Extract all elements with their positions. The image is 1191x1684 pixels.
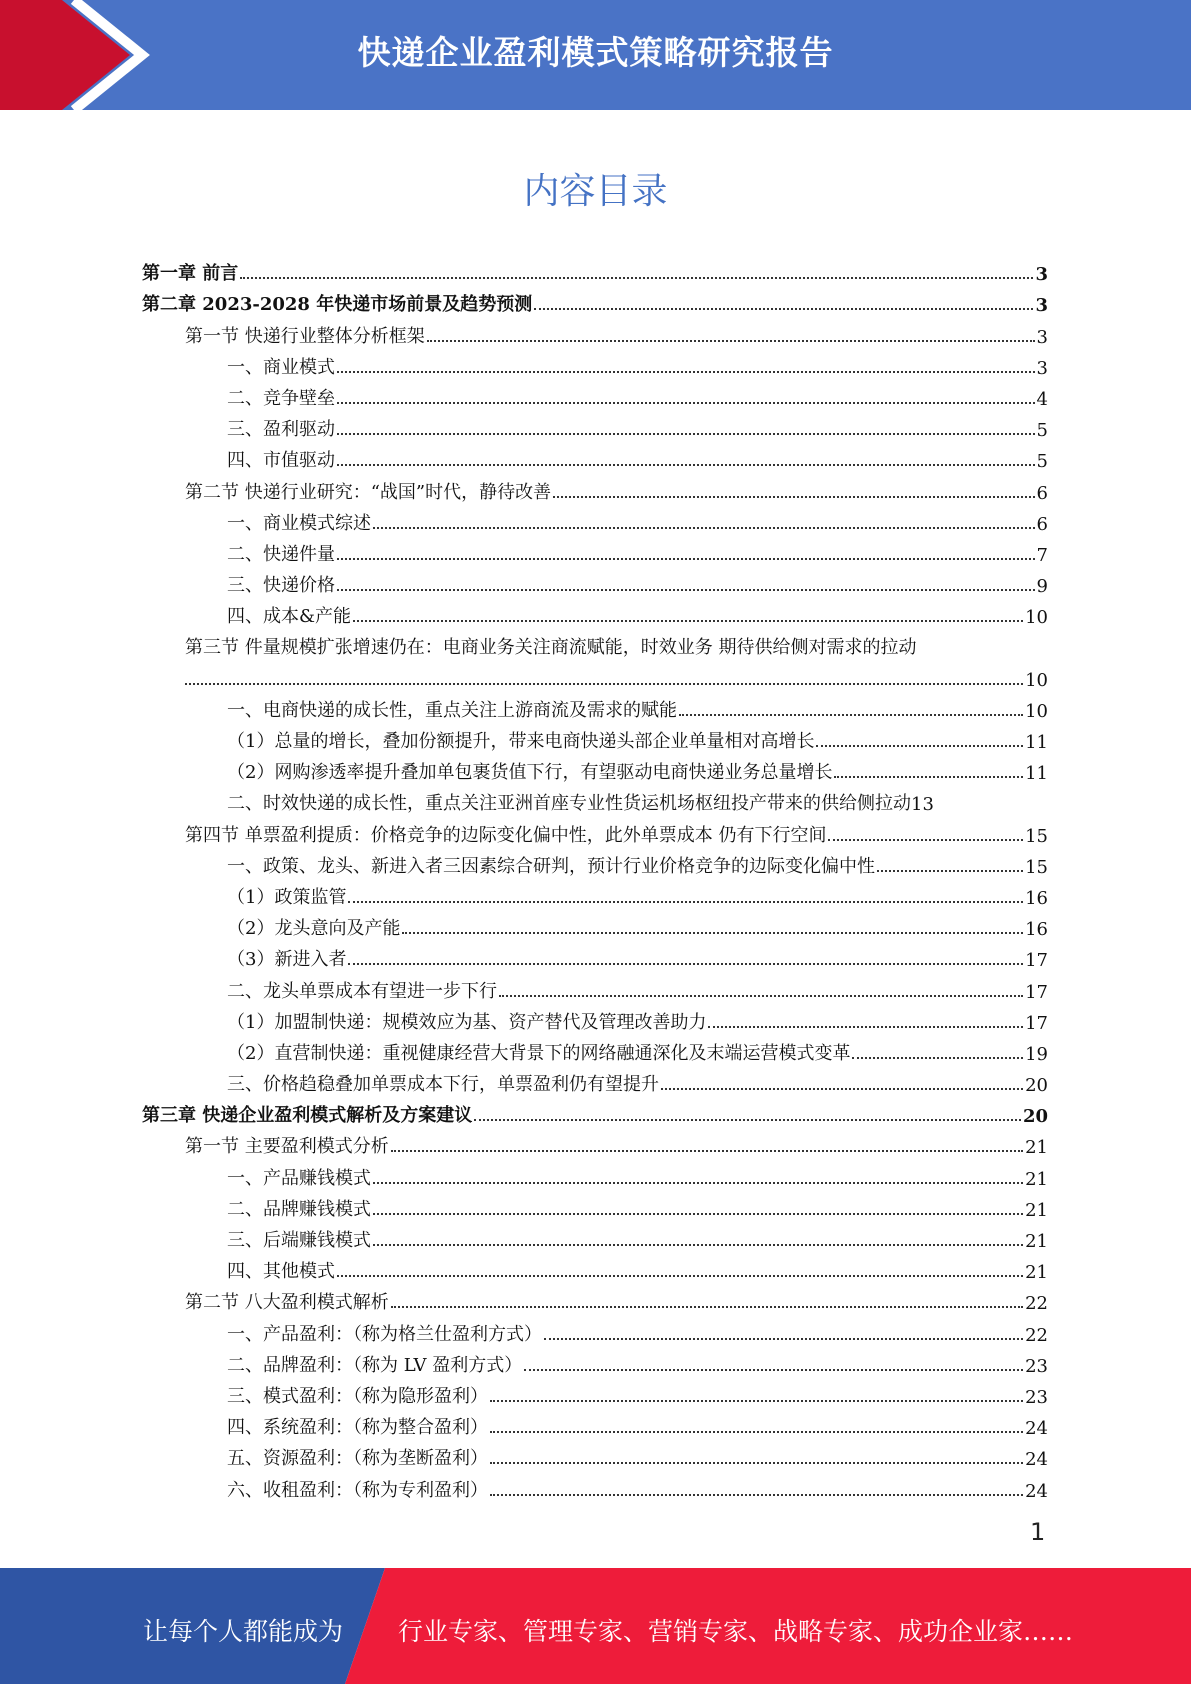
toc-entry-title: （1）政策监管 (227, 886, 347, 908)
toc-entry[interactable] (142, 971, 1048, 1002)
toc-entry-title: （1）总量的增长，叠加份额提升，带来电商快递头部企业单量相对高增长 (227, 731, 815, 752)
toc-entry[interactable] (142, 535, 1048, 566)
toc-entry-page: 3 (1036, 357, 1048, 379)
toc-entry[interactable] (142, 379, 1048, 410)
toc-entry[interactable] (142, 722, 1048, 753)
toc-entry-page: 16 (1025, 919, 1048, 941)
toc-entry-title: 三、模式盈利：（称为隐形盈利） (227, 1385, 488, 1407)
toc-entry[interactable] (142, 410, 1048, 441)
toc-entry-title: 一、商业模式 (227, 356, 335, 378)
toc-entry-page: 15 (1025, 856, 1048, 878)
toc-entry[interactable] (142, 1252, 1048, 1283)
toc-entry[interactable] (142, 1377, 1048, 1408)
toc-leader-dots (816, 745, 1023, 747)
toc-leader-dots (490, 1431, 1023, 1433)
toc-entry-title: 三、后端赚钱模式 (227, 1230, 371, 1251)
toc-entry-page: 21 (1025, 1262, 1048, 1284)
toc-entry-title: 五、资源盈利：（称为垄断盈利） (227, 1448, 488, 1470)
toc-entry-page: 16 (1025, 887, 1048, 909)
toc-entry[interactable] (142, 1190, 1048, 1221)
toc-entry-title: （1）加盟制快递：规模效应为基、资产替代及管理改善助力 (227, 1011, 707, 1033)
toc-entry-page: 11 (1025, 763, 1048, 785)
toc-entry-title: 一、产品盈利：（称为格兰仕盈利方式） (227, 1323, 542, 1345)
toc-entry[interactable] (142, 348, 1048, 379)
toc-entry-page: 11 (1025, 732, 1048, 753)
toc-leader-dots (240, 277, 1033, 279)
toc-leader-dots (544, 1338, 1023, 1340)
toc-entry-title: 三、盈利驱动 (227, 419, 335, 441)
toc-entry[interactable] (142, 472, 1048, 503)
toc-leader-dots (337, 464, 1035, 466)
toc-entry-page: 24 (1025, 1449, 1048, 1471)
toc-leader-dots (534, 308, 1033, 310)
toc-entry[interactable] (142, 815, 1048, 846)
toc-leader-dots (348, 963, 1023, 965)
toc-leader-dots (474, 1119, 1021, 1121)
toc-leader-dots (185, 683, 1023, 685)
toc-entry[interactable] (142, 1408, 1048, 1439)
toc-entry[interactable] (142, 940, 1048, 971)
toc-entry-page: 5 (1036, 420, 1048, 442)
header-banner (0, 0, 1191, 110)
toc-entry[interactable] (142, 1439, 1048, 1470)
toc-leader-dots (852, 1057, 1023, 1059)
toc-entry[interactable] (142, 316, 1048, 347)
toc-entry-page: 4 (1036, 388, 1048, 410)
toc-leader-dots (391, 1150, 1023, 1152)
toc-entry[interactable] (142, 1346, 1048, 1377)
toc-entry[interactable] (142, 285, 1048, 316)
toc-entry-page: 23 (1025, 1386, 1048, 1408)
toc-entry-title: 六、收租盈利：（称为专利盈利） (227, 1479, 488, 1501)
toc-entry-page: 10 (1025, 669, 1048, 691)
toc-entry[interactable] (142, 847, 1048, 878)
toc-entry-title: 第三节 件量规模扩张增速仍在：电商业务关注商流赋能，时效业务 期待供给侧对需求的拉动 (185, 637, 917, 659)
toc-leader-dots (490, 1494, 1023, 1496)
toc-leader-dots (373, 1244, 1023, 1246)
toc-entry-page: 24 (1025, 1480, 1048, 1502)
toc-entry[interactable] (142, 597, 1048, 628)
toc-entry-page: 17 (1025, 1012, 1048, 1034)
toc-entry[interactable] (142, 691, 1048, 722)
toc-leader-dots (679, 714, 1023, 716)
toc-entry[interactable] (142, 1127, 1048, 1158)
footer-slogan-left: 让每个人都能成为 (143, 1617, 344, 1646)
toc-entry[interactable] (142, 1221, 1048, 1252)
toc-entry-page: 23 (1025, 1355, 1048, 1377)
toc-entry-title: 二、快递件量 (227, 543, 335, 565)
toc-leader-dots (402, 932, 1023, 934)
toc-entry[interactable] (142, 628, 1048, 659)
toc-entry[interactable] (142, 878, 1048, 909)
toc-entry[interactable] (142, 1034, 1048, 1065)
toc-leader-dots (553, 496, 1034, 498)
toc-entry-title: 四、其他模式 (227, 1261, 335, 1283)
toc-entry-page: 6 (1036, 513, 1048, 535)
toc-entry[interactable] (142, 441, 1048, 472)
toc-leader-dots (708, 1026, 1023, 1028)
toc-leader-dots (427, 340, 1035, 342)
toc-entry-title: 四、系统盈利：（称为整合盈利） (227, 1417, 488, 1439)
toc-entry[interactable] (142, 1003, 1048, 1034)
toc-entry-title: （3）新进入者 (227, 949, 347, 971)
toc-entry-page: 21 (1025, 1231, 1048, 1252)
footer-slogan-right: 行业专家、管理专家、营销专家、战略专家、成功企业家…… (398, 1617, 1074, 1646)
toc-entry-title: 第三章 快递企业盈利模式解析及方案建议 (142, 1105, 473, 1127)
toc-leader-dots (373, 1213, 1023, 1215)
toc-leader-dots (373, 527, 1035, 529)
toc-leader-dots (337, 558, 1035, 560)
toc-entry-title: （2）龙头意向及产能 (227, 918, 401, 940)
toc-entry-page: 21 (1025, 1137, 1048, 1159)
toc-entry[interactable] (142, 1158, 1048, 1189)
toc-entry-title: 一、商业模式综述 (227, 512, 371, 534)
toc-entry-page: 13 (911, 794, 934, 816)
toc-leader-dots (490, 1400, 1023, 1402)
toc-entry-page: 7 (1036, 544, 1048, 566)
toc-entry-title: 第一节 快递行业整体分析框架 (185, 325, 425, 347)
toc-entry-page: 5 (1036, 451, 1048, 473)
toc-entry[interactable] (142, 1096, 1048, 1127)
toc-entry[interactable] (142, 1065, 1048, 1096)
toc-entry-title: 二、龙头单票成本有望进一步下行 (227, 980, 497, 1002)
toc-entry[interactable] (142, 753, 1048, 784)
toc-leader-dots (524, 1369, 1023, 1371)
toc-entry-page: 24 (1025, 1418, 1048, 1440)
toc-entry-title: 第一章 前言 (142, 263, 239, 285)
toc-entry[interactable] (142, 254, 1048, 285)
toc-entry-title: 一、政策、龙头、新进入者三因素综合研判，预计行业价格竞争的边际变化偏中性 (227, 855, 875, 877)
toc-entry[interactable] (142, 1314, 1048, 1345)
toc-entry[interactable] (142, 1470, 1048, 1501)
toc-entry[interactable] (142, 909, 1048, 940)
toc-entry-page: 3 (1035, 295, 1048, 317)
toc-entry-title: 一、电商快递的成长性，重点关注上游商流及需求的赋能 (227, 699, 677, 721)
toc-entry-page: 17 (1025, 950, 1048, 972)
toc-leader-dots (337, 371, 1035, 373)
toc-entry-page: 22 (1025, 1293, 1048, 1315)
toc-entry-title: 三、价格趋稳叠加单票成本下行，单票盈利仍有望提升 (227, 1074, 659, 1096)
report-title: 快递企业盈利模式策略研究报告 (357, 33, 834, 72)
toc-entry[interactable] (142, 784, 1048, 815)
toc-leader-dots (373, 1182, 1023, 1184)
toc-entry-page: 19 (1025, 1043, 1048, 1065)
toc-leader-dots (877, 870, 1023, 872)
toc-entry-page: 21 (1025, 1199, 1048, 1221)
toc-entry-title: 第四节 单票盈利提质：价格竞争的边际变化偏中性，此外单票成本 仍有下行空间 (185, 824, 827, 846)
page-number: 1 (1030, 1518, 1046, 1546)
toc-leader-dots (834, 776, 1023, 778)
toc-leader-dots (499, 995, 1023, 997)
toc-entry-title: 第二节 八大盈利模式解析 (185, 1292, 389, 1314)
toc-entry-title: 一、产品赚钱模式 (227, 1167, 371, 1189)
toc-entry-page: 21 (1025, 1168, 1048, 1190)
toc-entry[interactable] (142, 1283, 1048, 1314)
toc-leader-dots (337, 433, 1035, 435)
toc-entry-title: 三、快递价格 (227, 575, 335, 597)
toc-entry-title: 第二节 快递行业研究：“战国”时代，静待改善 (185, 481, 552, 503)
toc-entry-page: 10 (1025, 607, 1048, 629)
toc-entry-page: 20 (1022, 1106, 1048, 1128)
toc-entry-page: 15 (1025, 825, 1048, 847)
toc-entry-title: 四、市值驱动 (227, 450, 335, 472)
toc-entry-title: 二、品牌盈利：（称为 LV 盈利方式） (227, 1354, 523, 1376)
toc-leader-dots (337, 589, 1035, 591)
toc-leader-dots (337, 402, 1035, 404)
toc-entry-page: 3 (1036, 326, 1048, 348)
toc-leader-dots (828, 839, 1023, 841)
toc-entry-page: 22 (1025, 1324, 1048, 1346)
toc-entry-title: 第二章 2023-2028 年快递市场前景及趋势预测 (142, 294, 533, 316)
toc-entry-title: 四、成本&产能 (227, 606, 352, 628)
toc-entry-title: 二、时效快递的成长性，重点关注亚洲首座专业性货运机场枢纽投产带来的供给侧拉动 (227, 793, 911, 815)
table-of-contents (142, 254, 1048, 1502)
toc-entry-page: 10 (1025, 700, 1048, 722)
toc-entry-title: 二、竞争壁垒 (227, 387, 335, 409)
toc-entry-page: 17 (1025, 981, 1048, 1003)
toc-entry-title: 第一节 主要盈利模式分析 (185, 1136, 389, 1158)
toc-leader-dots (348, 901, 1023, 903)
toc-heading: 内容目录 (523, 171, 668, 212)
toc-entry-title: （2）直营制快递：重视健康经营大背景下的网络融通深化及末端运营模式变革 (227, 1042, 851, 1064)
toc-entry-page: 20 (1025, 1075, 1048, 1097)
toc-entry[interactable] (142, 504, 1048, 535)
toc-leader-dots (661, 1088, 1023, 1090)
toc-entry-page: 3 (1035, 264, 1048, 286)
toc-leader-dots (353, 620, 1023, 622)
toc-leader-dots (337, 1275, 1023, 1277)
toc-entry-title: 二、品牌赚钱模式 (227, 1198, 371, 1220)
toc-entry-continuation[interactable] (142, 659, 1048, 690)
toc-entry-page: 9 (1036, 576, 1048, 598)
toc-entry-title: （2）网购渗透率提升叠加单包裹货值下行，有望驱动电商快递业务总量增长 (227, 762, 833, 784)
toc-entry-page: 6 (1036, 482, 1048, 504)
toc-entry[interactable] (142, 566, 1048, 597)
toc-leader-dots (490, 1462, 1023, 1464)
toc-leader-dots (391, 1306, 1023, 1308)
